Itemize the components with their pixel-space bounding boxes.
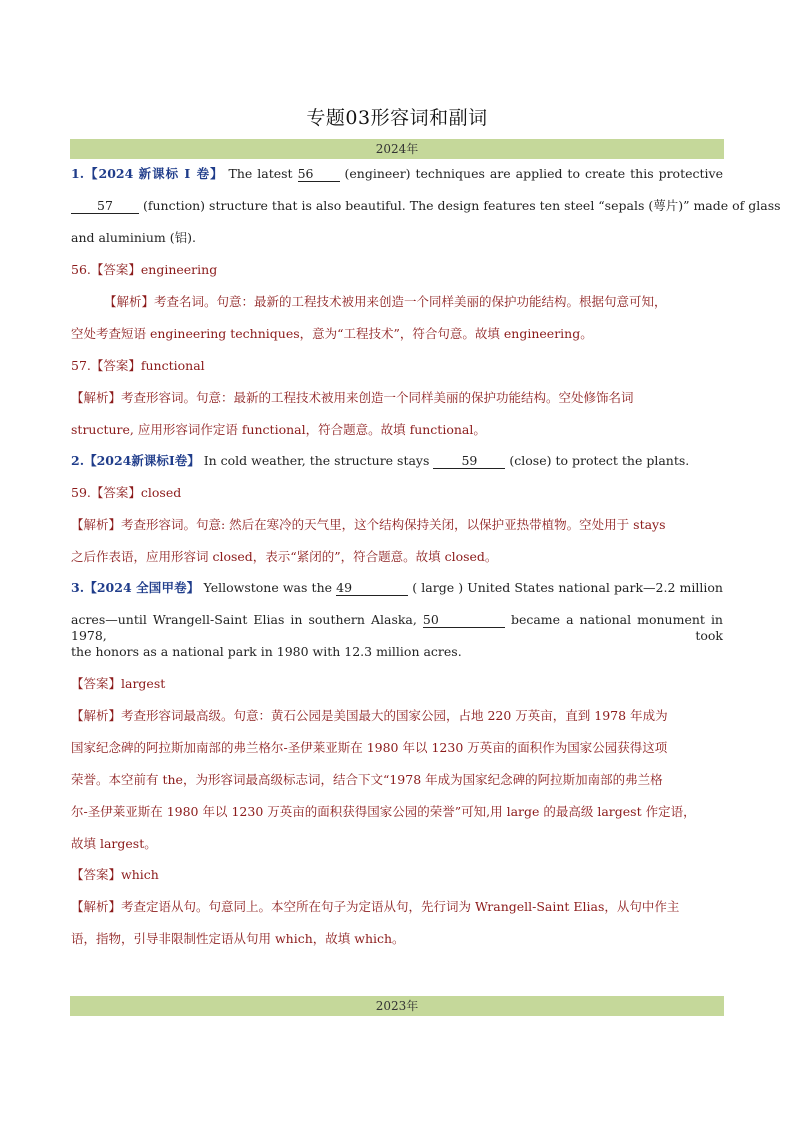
explanation-59-line-1: 【解析】考查形容词。句意: 然后在寒冷的天气里，这个结构保持关闭，以保护亚热带植物。空处用于 stays [71,517,666,532]
answer-49: 【答案】largest [71,676,166,691]
year-header-2023: 2023年 [70,996,724,1016]
explanation-57-line-2: structure, 应用形容词作定语 functional，符合题意。故填 functional。 [71,422,486,437]
q2-text: (close) to protect the plants. [509,453,690,468]
q3-line-3: the honors as a national park in 1980 with 12.3 million acres. [71,644,462,659]
explanation-50-line-1: 【解析】考查定语从句。句意同上。本空所在句子为定语从句，先行词为 Wrangell-Saint Elias，从句中作主 [71,899,680,914]
q2-number: 2. [71,453,85,468]
q1-line-3: and aluminium (铝). [71,230,196,245]
q3-number: 3. [71,580,85,595]
q3-line-1 [71,580,723,596]
answer-50: 【答案】which [71,867,159,882]
q3-text: became a national monument in 1978, took [71,612,723,643]
answer-57: 57.【答案】functional [71,358,205,373]
explanation-57-line-1: 【解析】考查形容词。句意：最新的工程技术被用来创造一个同样美丽的保护功能结构。空处修饰名词 [71,390,634,405]
explanation-56-line-1: 【解析】考查名词。句意：最新的工程技术被用来创造一个同样美丽的保护功能结构。根据句意可知， [104,294,667,309]
q3-text: ( large ) United States national park—2.2 million [412,580,723,595]
explanation-50-line-2: 语，指物，引导非限制性定语从句用 which，故填 which。 [71,931,405,946]
q1-text: The latest [228,166,293,181]
q1-number: 1. [71,166,85,181]
explanation-49-line-4: 尔-圣伊莱亚斯在 1980 年以 1230 万英亩的面积获得国家公园的荣誉”可知,用 large 的最高级 largest 作定语， [71,804,696,819]
blank-59: 59 [433,454,505,469]
q1-text: (function) structure that is also beautiful. The design features ten steel “sepals (萼片)” made of glass [142,198,781,213]
q1-text: (engineer) techniques are applied to create this protective [344,166,723,181]
explanation-49-line-2: 国家纪念碑的阿拉斯加南部的弗兰格尔-圣伊莱亚斯在 1980 年以 1230 万英亩的面积作为国家公园获得这项 [71,740,668,755]
explanation-56-line-2: 空处考查短语 engineering techniques，意为“工程技术”，符合句意。故填 engineering。 [71,326,593,341]
q2-text: In cold weather, the structure stays [203,453,430,468]
page-title: 专题03形容词和副词 [306,107,488,129]
answer-56: 56.【答案】engineering [71,262,218,277]
q1-line-1 [71,166,723,182]
q3-source: 【2024 全国甲卷】 [84,580,200,595]
explanation-49-line-3: 荣誉。本空前有 the，为形容词最高级标志词，结合下文“1978 年成为国家纪念碑的阿拉斯加南部的弗兰格 [71,772,663,787]
q3-text: acres—until Wrangell-Saint Elias in southern Alaska, [71,612,417,627]
year-header-2024: 2024年 [70,139,724,159]
q1-line-2 [71,198,781,214]
blank-56: 56 [298,167,340,182]
q1-source: 【2024 新课标 Ⅰ 卷】 [84,166,224,181]
explanation-49-line-5: 故填 largest。 [71,836,157,851]
blank-57: 57 [71,199,139,214]
q3-line-2 [71,612,723,644]
q3-text: Yellowstone was the [203,580,333,595]
answer-59: 59.【答案】closed [71,485,182,500]
q2-source: 【2024新课标Ⅰ卷】 [84,453,200,468]
explanation-59-line-2: 之后作表语，应用形容词 closed，表示“紧闭的”，符合题意。故填 closed。 [71,549,498,564]
blank-50: 50 [423,613,505,628]
explanation-49-line-1: 【解析】考查形容词最高级。句意：黄石公园是美国最大的国家公园，占地 220 万英亩，直到 1978 年成为 [71,708,668,723]
q2-line-1 [71,453,689,469]
blank-49: 49 [336,581,408,596]
